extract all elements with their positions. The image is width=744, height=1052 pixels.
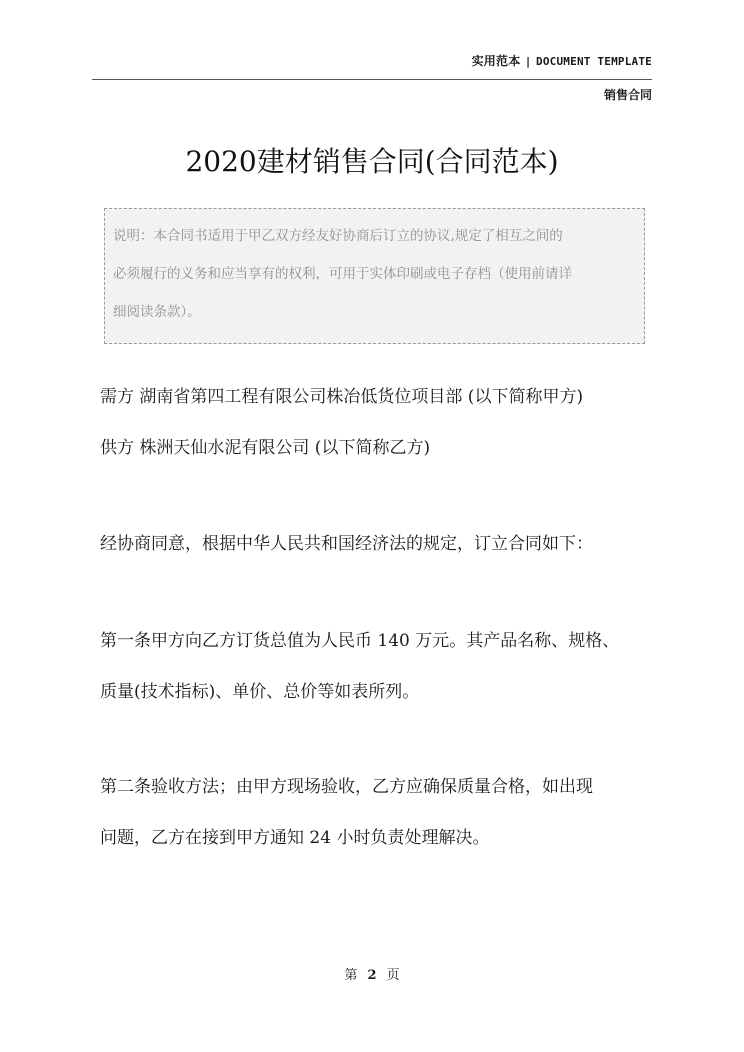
header-separator: | [524, 55, 532, 68]
footer-suffix: 页 [386, 968, 400, 983]
note-line-3: 细阅读条款）。 [113, 304, 201, 320]
header-brand-en: DOCUMENT TEMPLATE [536, 55, 652, 68]
header-divider [92, 79, 652, 80]
article-1-line-1: 第一条甲方向乙方订货总值为人民币 140 万元。其产品名称、规格、 [100, 631, 620, 651]
preamble-paragraph: 经协商同意，根据中华人民共和国经济法的规定，订立合同如下： [100, 534, 593, 554]
seller-line: 供方 株洲天仙水泥有限公司 (以下简称乙方) [100, 438, 431, 458]
header-subtitle: 销售合同 [603, 88, 652, 102]
article-2-line-1: 第二条验收方法；由甲方现场验收，乙方应确保质量合格，如出现 [100, 777, 593, 797]
article-2-line-2: 问题，乙方在接到甲方通知 24 小时负责处理解决。 [100, 828, 490, 848]
page-footer [0, 964, 744, 983]
document-title: 2020建材销售合同(合同范本) [185, 145, 559, 178]
header-brand [472, 52, 652, 69]
article-1-line-2: 质量(技术指标)、单价、总价等如表所列。 [100, 682, 420, 702]
usage-note-box [104, 208, 645, 344]
note-line-2: 必须履行的义务和应当享有的权利，可用于实体印刷或电子存档（使用前请详 [113, 266, 572, 282]
footer-prefix: 第 [344, 968, 358, 983]
header-brand-cn: 实用范本 [471, 54, 521, 68]
buyer-line: 需方 湖南省第四工程有限公司株冶低货位项目部 (以下简称甲方) [100, 387, 584, 407]
note-line-1: 说明：本合同书适用于甲乙双方经友好协商后订立的协议,规定了相互之间的 [113, 228, 563, 244]
page-number: 2 [367, 968, 377, 983]
